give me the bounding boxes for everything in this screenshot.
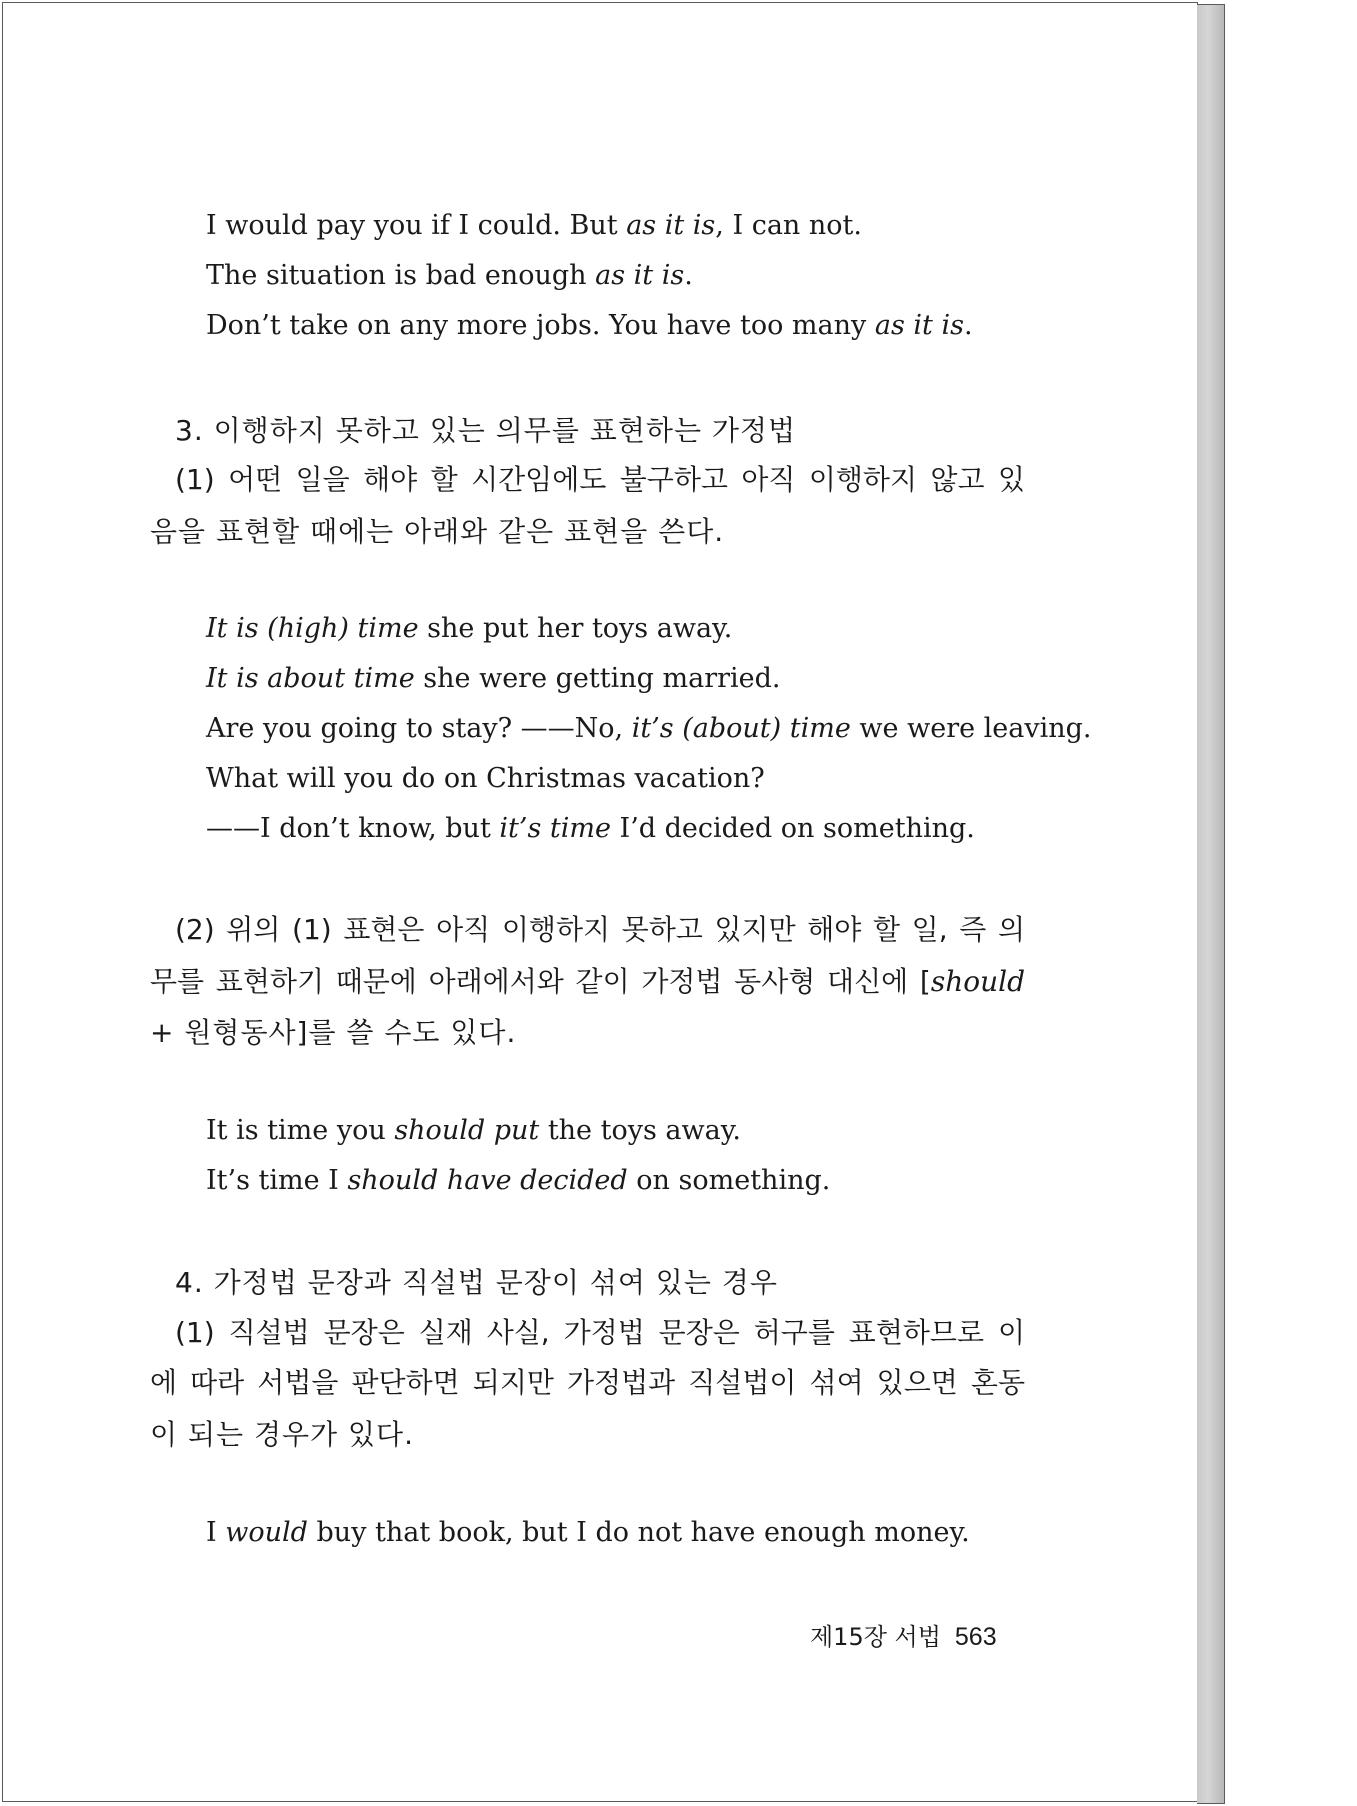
sentence-text: I’d decided on something.	[610, 813, 975, 844]
italic-phrase: as it is	[595, 260, 685, 291]
example-sentence	[206, 612, 732, 646]
sentence-text: , I can not.	[715, 210, 862, 241]
example-sentence	[206, 1164, 830, 1198]
sentence-text: she were getting married.	[414, 663, 781, 694]
paragraph-line: 이 되는 경우가 있다.	[150, 1418, 414, 1451]
sentence-text: Don’t take on any more jobs. You have too many	[206, 310, 875, 341]
sentence-text: It is time you	[206, 1115, 395, 1146]
example-sentence	[206, 1114, 741, 1148]
page-edge-shadow	[1197, 4, 1225, 1804]
example-sentence	[206, 1516, 970, 1550]
italic-phrase: it’s (about) time	[631, 713, 851, 744]
paragraph-line: (1) 어떤 일을 해야 할 시간임에도 불구하고 아직 이행하지 않고 있	[175, 463, 1025, 496]
italic-phrase: it’s time	[499, 813, 611, 844]
sentence-text: ——I don’t know, but	[206, 813, 500, 844]
sentence-text: The situation is bad enough	[206, 260, 596, 291]
page-footer	[810, 1622, 997, 1652]
example-sentence: What will you do on Christmas vacation?	[206, 763, 765, 794]
italic-phrase: as it is	[874, 310, 964, 341]
paragraph-text: 무를 표현하기 때문에 아래에서와 같이 가정법 동사형 대신에 [	[150, 965, 931, 998]
paragraph-line	[150, 965, 1025, 999]
example-sentence	[206, 259, 693, 293]
italic-phrase: would	[225, 1517, 308, 1548]
paragraph-line: 에 따라 서법을 판단하면 되지만 가정법과 직설법이 섞여 있으면 혼동	[150, 1366, 1025, 1399]
page-number: 563	[954, 1623, 997, 1651]
section-heading: 3. 이행하지 못하고 있는 의무를 표현하는 가정법	[175, 414, 797, 447]
sentence-text: I would pay you if I could. But	[206, 210, 627, 241]
italic-phrase: as it is	[626, 210, 716, 241]
sentence-text: she put her toys away.	[418, 613, 733, 644]
paragraph-line: (1) 직설법 문장은 실재 사실, 가정법 문장은 허구를 표현하므로 이	[175, 1316, 1025, 1349]
sentence-text: It’s time I	[206, 1165, 348, 1196]
section-heading: 4. 가정법 문장과 직설법 문장이 섞여 있는 경우	[175, 1266, 778, 1299]
example-sentence	[206, 209, 862, 243]
paragraph-line: 음을 표현할 때에는 아래와 같은 표현을 쓴다.	[150, 515, 725, 548]
example-sentence	[206, 712, 1092, 746]
sentence-text: we were leaving.	[850, 713, 1092, 744]
italic-phrase: should put	[394, 1115, 540, 1146]
sentence-text: the toys away.	[539, 1115, 741, 1146]
paragraph-line: (2) 위의 (1) 표현은 아직 이행하지 못하고 있지만 해야 할 일, 즉 의	[175, 913, 1025, 946]
chapter-title: 제15장 서법	[810, 1623, 941, 1651]
sentence-text: Are you going to stay? ——No,	[206, 713, 632, 744]
paragraph-line: + 원형동사]를 쓸 수도 있다.	[150, 1016, 517, 1049]
sentence-text: I	[206, 1517, 226, 1548]
sentence-text: on something.	[627, 1165, 831, 1196]
italic-phrase: should	[930, 965, 1025, 998]
sentence-text: .	[963, 310, 973, 341]
example-sentence	[206, 662, 781, 696]
italic-phrase: should have decided	[347, 1165, 628, 1196]
italic-phrase: It is (high) time	[206, 613, 419, 644]
example-sentence	[206, 812, 975, 846]
sentence-text: .	[684, 260, 693, 291]
example-sentence	[206, 309, 973, 343]
sentence-text: buy that book, but I do not have enough money.	[307, 1517, 970, 1548]
italic-phrase: It is about time	[206, 663, 415, 694]
